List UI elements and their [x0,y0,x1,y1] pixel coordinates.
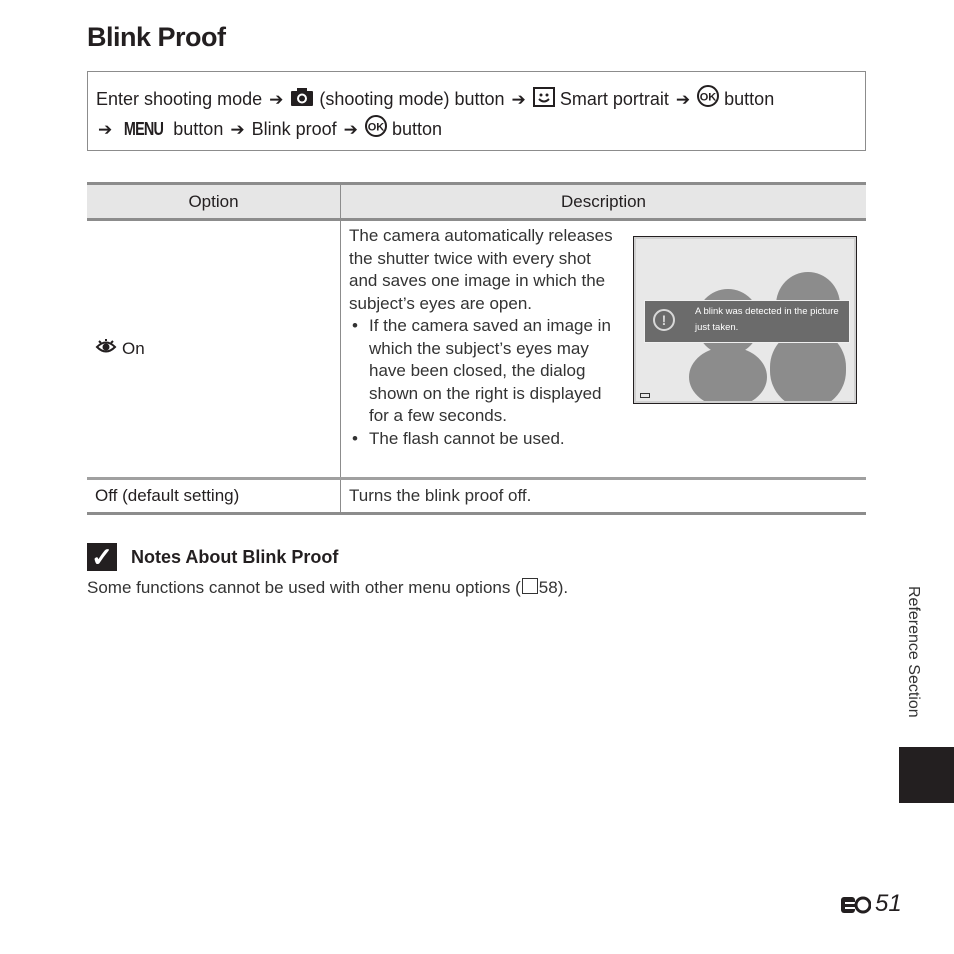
blink-proof-icon [95,338,117,361]
navigation-path-box [87,71,866,151]
check-icon: ✓ [87,543,117,571]
header-description: Description [560,191,647,211]
description-paragraph: The camera automatically releases the shutter twice with every shot and saves one image in which the subject’s eyes are open. [349,226,613,313]
arrow-icon: ➔ [269,90,284,109]
book-reference-icon [522,578,538,594]
notes-text [87,578,568,598]
nav-button-text: button [724,89,775,109]
arrow-icon: ➔ [343,120,358,139]
page-number [841,890,902,918]
svg-text:OK: OK [699,91,717,104]
camera-screen-illustration [633,236,857,404]
options-table [87,182,866,515]
description-text [341,221,619,450]
menu-icon: MENU [124,119,164,139]
list-item: • The flash cannot be used. [349,428,619,451]
nav-button-text: button [173,119,224,139]
dialog-message: A blink was detected in the picture just taken. [695,306,839,333]
option-cell: Off (default setting) [87,480,341,512]
notes-page-ref: 58 [538,578,558,597]
arrow-icon: ➔ [511,90,526,109]
battery-icon [640,393,650,398]
reference-section-icon [841,894,871,914]
description-bullets [349,315,619,450]
screen-background [636,239,854,401]
ok-icon [365,115,387,145]
notes-heading [87,543,338,571]
warning-icon: ! [653,309,675,331]
side-tab-label: Reference Section [905,586,922,718]
list-item: • If the camera saved an image in which the subject’s eyes may have been closed, the dialog shown on the right is displayed for a few seconds. [349,315,619,428]
arrow-icon: ➔ [675,90,691,109]
svg-text:OK: OK [367,121,385,134]
table-row [87,221,866,480]
ok-icon [697,85,719,115]
nav-shooting-button-text: (shooting mode) button [319,89,505,109]
description-cell: Turns the blink proof off. [349,486,532,505]
notes-text-before: Some functions cannot be used with other menu options ( [87,578,521,597]
nav-smart-portrait-text: Smart portrait [559,89,669,109]
option-on-label: On [122,339,145,358]
page-number-text: 51 [875,890,902,917]
nav-button-text: button [391,119,442,139]
smart-portrait-icon [533,87,555,115]
navigation-line-1 [96,85,857,115]
navigation-line-2 [96,115,857,145]
arrow-icon: ➔ [230,120,245,139]
table-header [87,185,866,221]
page-title: Blink Proof [87,22,226,52]
side-tab-marker [899,747,954,803]
notes-heading-text: Notes About Blink Proof [131,546,339,567]
option-cell [87,221,341,477]
blink-warning-dialog [644,300,850,343]
arrow-icon: ➔ [98,120,113,139]
nav-blink-proof-text: Blink proof [251,119,337,139]
header-option: Option [87,185,341,218]
notes-text-after: ). [557,578,569,597]
nav-enter-text: Enter shooting mode [96,89,263,109]
description-cell [341,221,866,477]
camera-icon [290,87,314,115]
table-row [87,480,866,512]
